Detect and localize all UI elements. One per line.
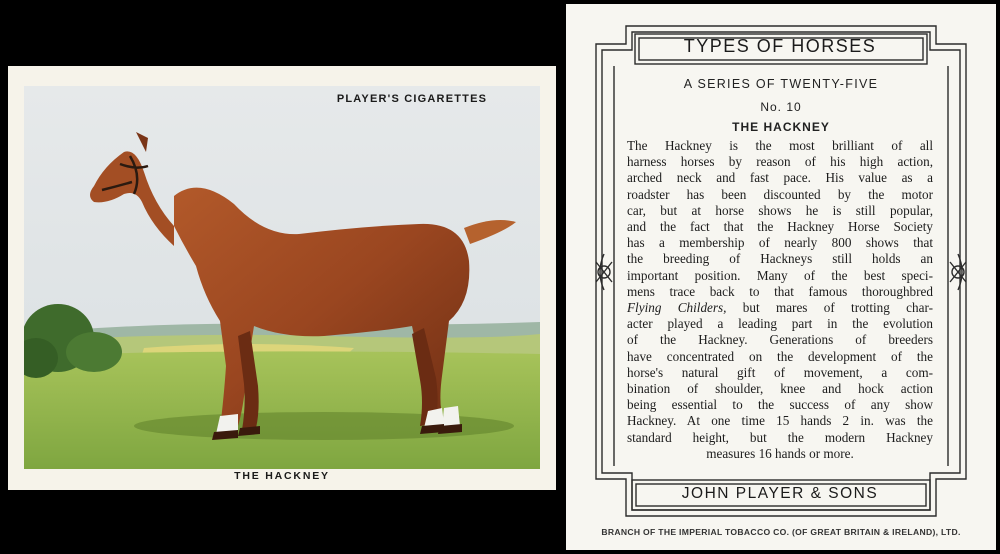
text-line: important position. Many of the best speci- — [627, 267, 933, 283]
text-line: The Hackney is the most brilliant of all — [627, 138, 933, 153]
text-line: Hackney. At one time 15 hands 2 in. was the — [627, 413, 933, 429]
italic-horse-name: Flying Childers, — [627, 300, 727, 316]
text-line: horse's natural gift of movement, a com- — [627, 364, 933, 380]
horse-painting — [24, 86, 540, 469]
text-line: the breeding of Hackneys still holds an — [627, 251, 933, 267]
text-line: of the Hackney. Generations of breeders — [627, 332, 933, 348]
text-line: roadster has been discounted by the motor — [627, 186, 933, 202]
text-line: mens trace back to that famous thoroughbred — [627, 283, 933, 299]
text-line: car, but at horse shows he is still popular, — [627, 202, 933, 218]
text-line: has a membership of nearly 800 shows that — [627, 235, 933, 251]
description-text — [627, 138, 933, 462]
card-caption: THE HACKNEY — [234, 470, 330, 482]
card-heading: THE HACKNEY — [732, 120, 830, 134]
text-line: have concentrated on the development of the — [627, 348, 933, 364]
series-subtitle: A SERIES OF TWENTY-FIVE — [683, 77, 879, 91]
back-card — [566, 4, 996, 550]
text-line: standard height, but the modern Hackney — [627, 429, 933, 445]
manufacturer-name: JOHN PLAYER & SONS — [681, 485, 879, 502]
text-line: arched neck and fast pace. His value as a — [627, 170, 933, 186]
brand-label: PLAYER'S CIGARETTES — [336, 93, 488, 105]
text-line: being essential to the success of any show — [627, 397, 933, 413]
imprint-line: BRANCH OF THE IMPERIAL TOBACCO CO. (OF GREAT BRITAIN & IRELAND), LTD. — [601, 527, 961, 537]
text-line: harness horses by reason of his high action, — [627, 154, 933, 170]
card-number: No. 10 — [760, 100, 802, 114]
front-card — [8, 66, 556, 490]
text-line: bination of shoulder, knee and hock action — [627, 381, 933, 397]
text-line: but mares of trotting char- — [742, 300, 933, 316]
text-line: acter played a leading part in the evolution — [627, 316, 933, 332]
text-line-with-italic — [627, 300, 933, 316]
text-line: measures 16 hands or more. — [706, 445, 854, 461]
series-title: TYPES OF HORSES — [683, 36, 877, 56]
hackney-illustration — [24, 86, 540, 469]
text-line: and the fact that the Hackney Horse Society — [627, 219, 933, 235]
